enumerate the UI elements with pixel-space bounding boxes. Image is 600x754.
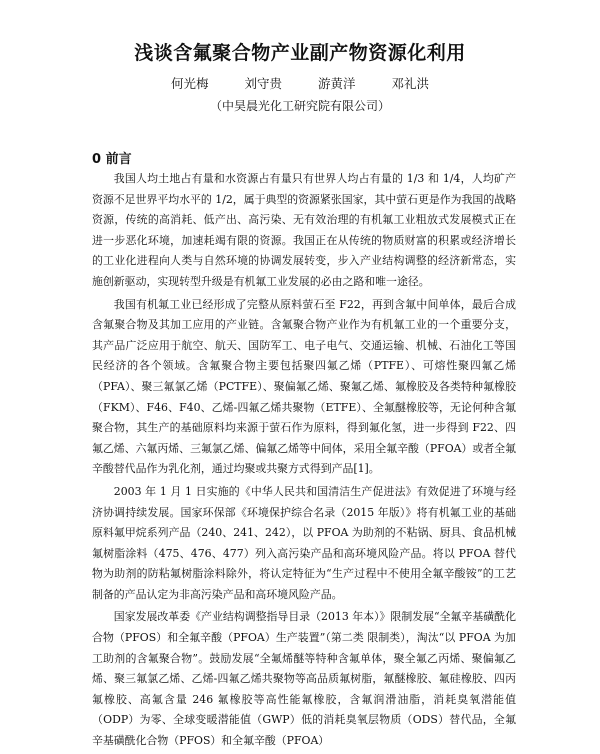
affiliation: （中昊晨光化工研究院有限公司） xyxy=(209,99,390,113)
section-heading: 0 前言 xyxy=(92,152,132,167)
author-list xyxy=(0,74,600,92)
body-text xyxy=(92,169,516,754)
paragraph: 我国人均土地占有量和水资源占有量只有世界人均占有量的 1/3 和 1/4，人均矿产资源不足世界平均水平的 1/2，属于典型的资源紧张国家，其中萤石更是作为我国的战略资源，传统的高消耗、低产出、高污染、无有效治理的有机氟工业粗放式发展模式正在进一步恶化环境，加速耗竭有限的资源。我国正在从传统的物质财富的积累或经济增长的工业化进程向人类与自然环境的协调发展转变，步入产业结构调整的经济新常态，实施创新驱动，实现转型升级是有机氟工业发展的必由之路和唯一途径。 xyxy=(92,172,516,288)
paper-title: 浅谈含氟聚合物产业副产物资源化利用 xyxy=(134,42,466,64)
author-name: 游黄洋 xyxy=(317,76,356,91)
author-name: 邓礼洪 xyxy=(391,76,429,91)
author-name: 刘守贵 xyxy=(244,76,282,91)
author-name: 何光梅 xyxy=(170,76,209,91)
paragraph: 我国有机氟工业已经形成了完整从原料萤石至 F22，再到含氟中间单体，最后合成含氟聚合物及其加工应用的产业链。含氟聚合物产业作为有机氟工业的一个重要分支，其产品广泛应用于航空、航天、国防军工、电子电气、交通运输、机械、石油化工等国民经济的各个领域。含氟聚合物主要包括聚四氟乙烯（PTFE）、可熔性聚四氟乙烯（PFA）、聚三氟氯乙烯（PCTFE）、聚偏氟乙烯、聚氟乙烯、氟橡胶及各类特种氟橡胶（FKM）、F46、F40、乙烯-四氟乙烯共聚物（ETFE）、全氟醚橡胶等，无论何种含氟聚合物，其生产的基础原料均来源于萤石作为原料，得到氟化氢，进一步得到 F22、四氟乙烯、六氟丙烯、三氟氯乙烯、偏氟乙烯等中间体，采用全氟辛酸（PFOA）或者全氟辛酸替代品作为乳化剂，通过均聚或共聚方式得到产品[1]。 xyxy=(92,297,516,476)
paragraph: 国家发展改革委《产业结构调整指导目录（2013 年本）》限制发展“全氟辛基磺酰化合物（PFOS）和全氟辛酸（PFOA）生产装置”（第二类 限制类），淘汰“以 PFOA 为加工助剂的含氟聚合物”。鼓励发展“全氟烯醚等特种含氟单体，聚全氟乙丙烯、聚偏氟乙烯、聚三氟氯乙烯、乙烯-四氟乙烯共聚物等高品质氟树脂，氟醚橡胶、氟硅橡胶、四丙氟橡胶、高氟含量 246 氟橡胶等高性能氟橡胶，含氟润滑油脂，消耗臭氧潜能值（ODP）为零、全球变暖潜能值（GWP）低的消耗臭氧层物质（ODS）替代品，全氟辛基磺酰化合物（PFOS）和全氟辛酸（PFOA） xyxy=(92,610,516,748)
paragraph: 2003 年 1 月 1 日实施的《中华人民共和国清洁生产促进法》有效促进了环境与经济协调持续发展。国家环保部《环境保护综合名录（2015 年版）》将有机氟工业的基础原料氟甲烷系列产品（240、241、242），以 PFOA 为助剂的不粘锅、厨具、食品机械氟树脂涂料（475、476、477）列入高污染产品和高环境风险产品。将以 PFOA 替代物为助剂的防粘氟树脂涂料除外，将认定特征为“生产过程中不使用全氟辛酸铵”的工艺制备的产品认定为非高污染产品和高环境风险产品。 xyxy=(92,484,516,601)
